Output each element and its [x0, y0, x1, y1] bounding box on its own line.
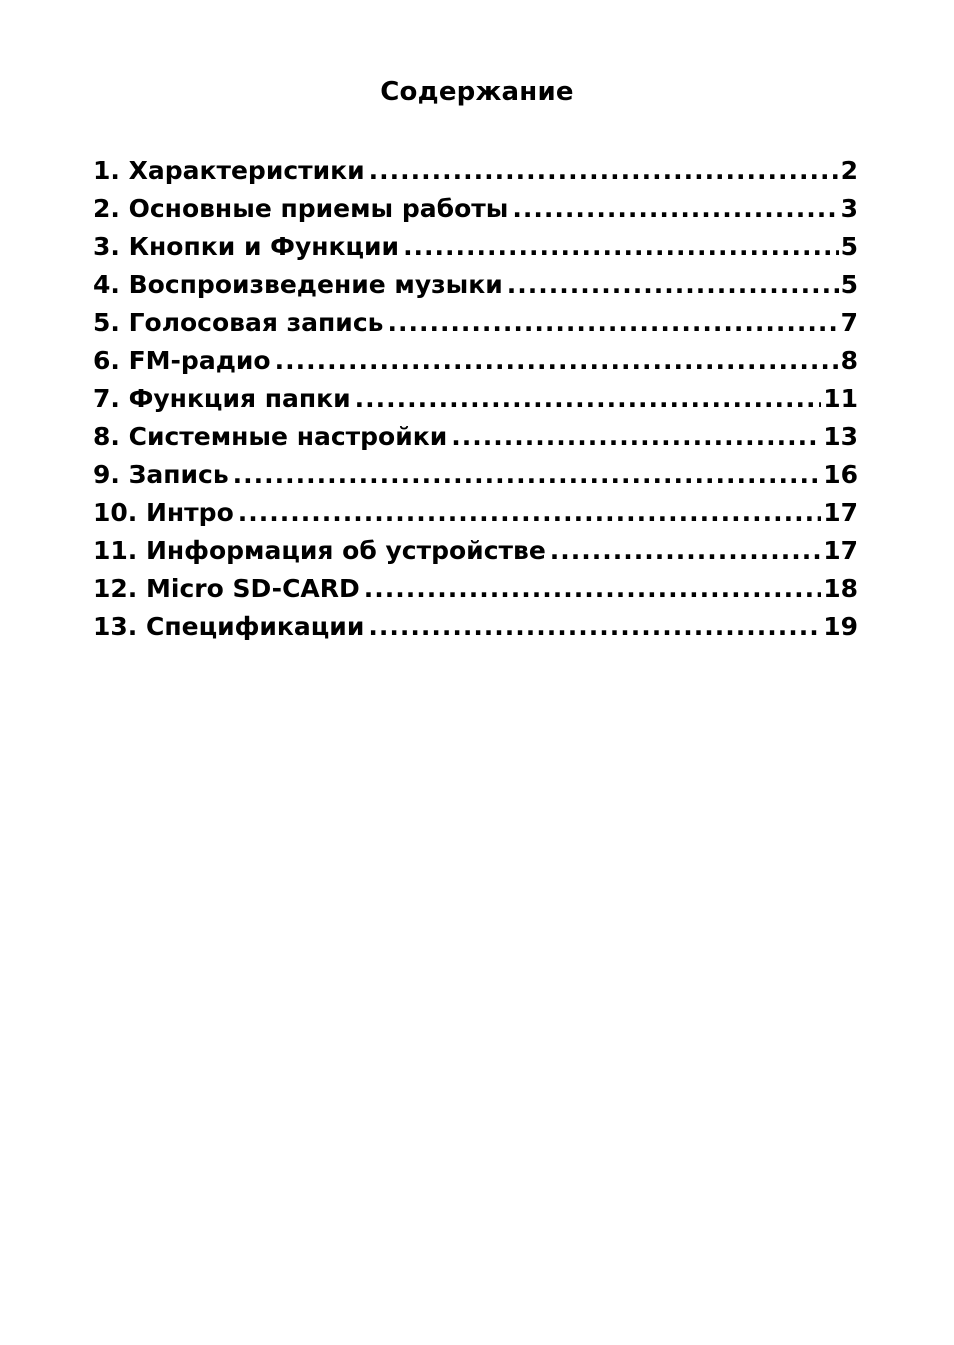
toc-entry[interactable] [93, 418, 858, 456]
toc-dot-leader [238, 494, 821, 532]
toc-entry-page: 18 [823, 574, 858, 603]
toc-title: Содержание [380, 77, 574, 107]
toc-entry-page: 7 [840, 308, 858, 337]
toc-entry-label: 13. Спецификации [93, 612, 365, 641]
toc-dot-leader [403, 228, 839, 266]
toc-entry[interactable] [93, 228, 858, 266]
toc-entry[interactable] [93, 342, 858, 380]
toc-entry[interactable] [93, 532, 858, 570]
toc-entry-label: 10. Интро [93, 498, 234, 527]
toc-entry[interactable] [93, 152, 858, 190]
toc-entry-page: 16 [823, 460, 858, 489]
toc-entry-label: 5. Голосовая запись [93, 308, 384, 337]
toc-entry-label: 1. Характеристики [93, 156, 365, 185]
toc-entry[interactable] [93, 304, 858, 342]
toc-entry-label: 3. Кнопки и Функции [93, 232, 400, 261]
toc-dot-leader [512, 190, 838, 228]
toc-dot-leader [507, 266, 839, 304]
toc-entry-label: 7. Функция папки [93, 384, 351, 413]
toc-entry-page: 3 [840, 194, 858, 223]
toc-entry-label: 8. Системные настройки [93, 422, 448, 451]
toc-entry-label: 9. Запись [93, 460, 229, 489]
toc-list [93, 152, 858, 646]
toc-entry-page: 17 [823, 536, 858, 565]
toc-entry[interactable] [93, 190, 858, 228]
toc-entry[interactable] [93, 380, 858, 418]
toc-entry-page: 5 [840, 270, 858, 299]
toc-dot-leader [368, 608, 821, 646]
toc-dot-leader [275, 342, 839, 380]
toc-entry-label: 4. Воспроизведение музыки [93, 270, 503, 299]
toc-entry[interactable] [93, 456, 858, 494]
toc-dot-leader [369, 152, 839, 190]
toc-entry[interactable] [93, 608, 858, 646]
toc-entry-label: 11. Информация об устройстве [93, 536, 546, 565]
toc-entry-page: 17 [823, 498, 858, 527]
toc-entry-label: 12. Micro SD-CARD [93, 574, 360, 603]
toc-entry-page: 2 [840, 156, 858, 185]
toc-entry-label: 6. FM-радио [93, 346, 271, 375]
toc-dot-leader [387, 304, 838, 342]
toc-dot-leader [364, 570, 821, 608]
toc-entry[interactable] [93, 266, 858, 304]
toc-entry-page: 11 [823, 384, 858, 413]
toc-entry-page: 19 [823, 612, 858, 641]
toc-entry-page: 13 [823, 422, 858, 451]
toc-entry-page: 5 [840, 232, 858, 261]
toc-entry-page: 8 [840, 346, 858, 375]
toc-dot-leader [233, 456, 822, 494]
toc-dot-leader [451, 418, 821, 456]
toc-dot-leader [550, 532, 821, 570]
toc-entry[interactable] [93, 494, 858, 532]
toc-dot-leader [355, 380, 822, 418]
toc-entry-label: 2. Основные приемы работы [93, 194, 509, 223]
toc-entry[interactable] [93, 570, 858, 608]
